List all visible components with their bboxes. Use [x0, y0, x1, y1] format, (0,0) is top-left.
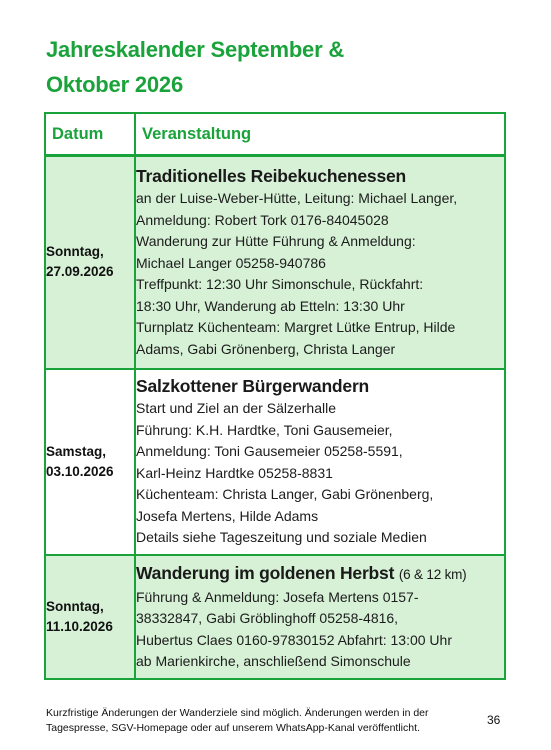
event-detail-line: Details siehe Tageszeitung und soziale Medien: [136, 529, 427, 546]
event-title: Traditionelles Reibekuchenessen: [136, 166, 407, 187]
event-details-cell: [135, 156, 505, 369]
event-detail-line: Michael Langer 05258-940786: [136, 254, 326, 271]
event-detail-line: Küchenteam: Christa Langer, Gabi Grönenberg,: [136, 486, 434, 503]
header-event: Veranstaltung: [135, 113, 505, 156]
event-date-cell: [45, 156, 135, 369]
event-detail-line: 18:30 Uhr, Wanderung ab Etteln: 13:30 Uhr: [136, 297, 405, 314]
event-detail-line: Wanderung zur Hütte Führung & Anmeldung:: [136, 233, 416, 250]
event-details-cell: [135, 555, 505, 679]
event-detail-line: ab Marienkirche, anschließend Simonschule: [136, 653, 411, 669]
table-row: [45, 369, 505, 555]
footnote-line-2: Tagespresse, SGV-Homepage oder auf unserem WhatsApp-Kanal veröffentlicht.: [46, 722, 420, 734]
event-detail-line: Anmeldung: Robert Tork 0176-84045028: [136, 211, 389, 228]
event-detail-line: Hubertus Claes 0160-97830152 Abfahrt: 13:00 Uhr: [136, 631, 452, 648]
event-weekday: Sonntag,: [46, 598, 104, 614]
event-details-cell: [135, 369, 505, 555]
page-number: 36: [487, 713, 501, 727]
event-date: 27.09.2026: [46, 264, 114, 280]
event-detail-line: Turnplatz Küchenteam: Margret Lütke Entrup, Hilde: [136, 319, 456, 336]
table-row: [45, 555, 505, 679]
table-row: [45, 156, 505, 369]
event-detail-line: an der Luise-Weber-Hütte, Leitung: Michael Langer,: [136, 190, 458, 207]
event-detail-line: Karl-Heinz Hardtke 05258-8831: [136, 464, 333, 481]
event-calendar-table: [44, 112, 506, 680]
event-title-distance: (6 & 12 km): [398, 566, 467, 582]
event-title: Salzkottener Bürgerwandern: [136, 376, 370, 397]
event-detail-line: Adams, Gabi Grönenberg, Christa Langer: [136, 340, 396, 357]
event-detail-line: Anmeldung: Toni Gausemeier 05258-5591,: [136, 443, 403, 460]
event-weekday: Sonntag,: [46, 244, 104, 260]
footnote: [46, 706, 486, 736]
event-weekday: Samstag,: [46, 443, 107, 459]
header-date: Datum: [45, 113, 135, 156]
footnote-line-1: Kurzfristige Änderungen der Wanderziele sind möglich. Änderungen werden in der: [46, 707, 429, 719]
event-detail-line: Josefa Mertens, Hilde Adams: [136, 507, 319, 524]
table-header-row: [45, 113, 505, 156]
page-title-line-2: Oktober 2026: [46, 72, 184, 97]
event-detail-line: Start und Ziel an der Sälzerhalle: [136, 400, 336, 417]
event-detail-line: Führung: K.H. Hardtke, Toni Gausemeier,: [136, 421, 393, 438]
event-date-cell: [45, 555, 135, 679]
event-date: 03.10.2026: [46, 463, 114, 479]
event-title: Wanderung im goldenen Herbst (6 & 12 km): [136, 562, 467, 583]
page-title-line-1: Jahreskalender September &: [46, 37, 345, 62]
event-detail-line: Treffpunkt: 12:30 Uhr Simonschule, Rückfahrt:: [136, 276, 424, 293]
event-detail-line: 38332847, Gabi Gröblinghoff 05258-4816,: [136, 610, 399, 626]
event-date: 11.10.2026: [46, 618, 113, 634]
event-detail-line: Führung & Anmeldung: Josefa Mertens 0157-: [136, 588, 419, 605]
event-date-cell: [45, 369, 135, 555]
page-title: [46, 32, 486, 102]
